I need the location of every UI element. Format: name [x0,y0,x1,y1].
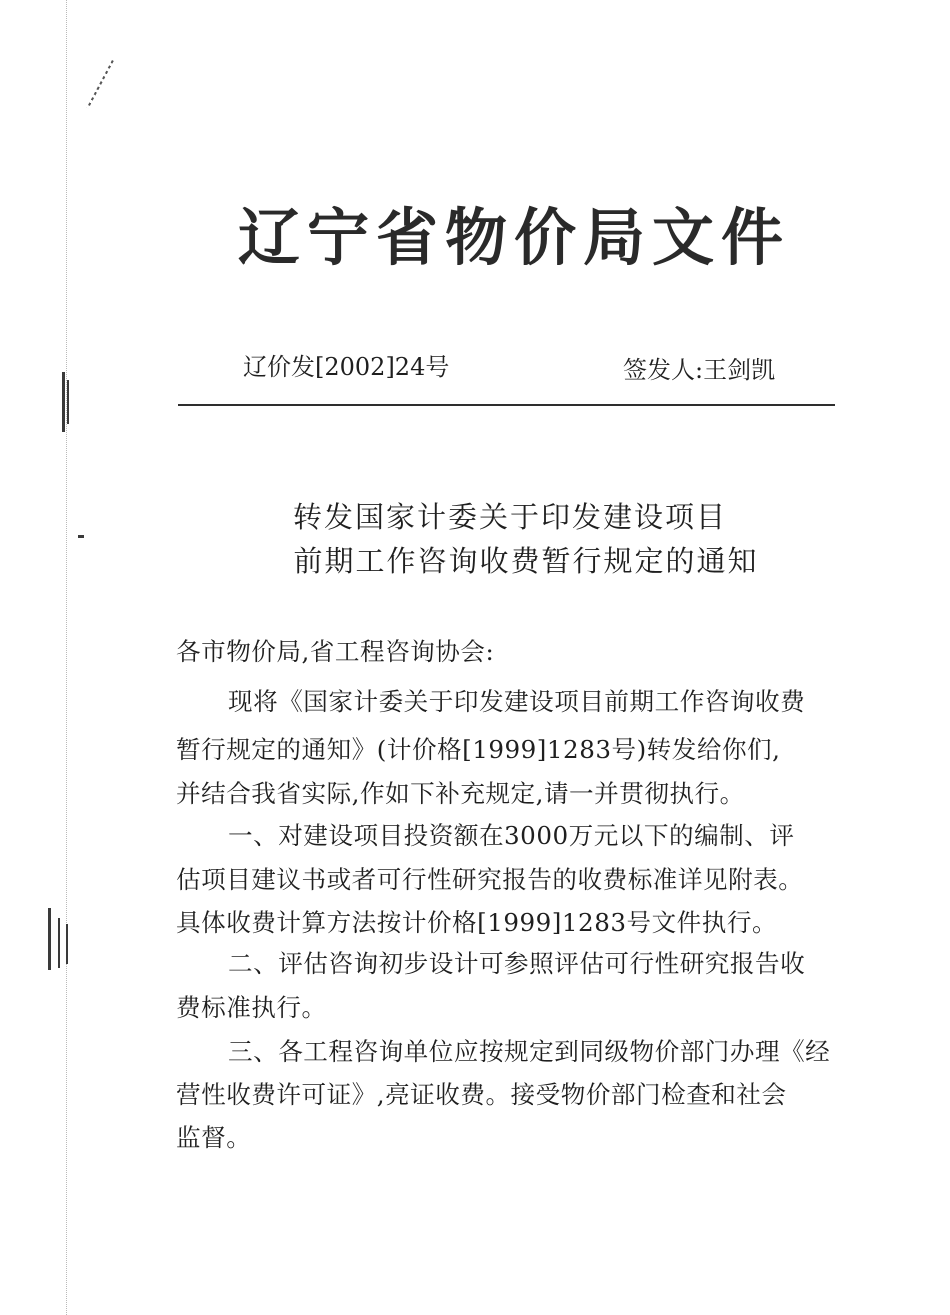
body-paragraph-line: 并结合我省实际,作如下补充规定,请一并贯彻执行。 [176,779,745,808]
body-paragraph-line: 具体收费计算方法按计价格[1999]1283号文件执行。 [176,908,778,937]
agency-letterhead-title: 辽宁省物价局文件 [238,201,791,274]
staple-mark [48,908,51,970]
header-divider [178,404,835,406]
body-paragraph-line: 监督。 [176,1123,252,1152]
body-paragraph-line: 费标准执行。 [176,993,327,1022]
body-paragraph-line: 估项目建议书或者可行性研究报告的收费标准详见附表。 [176,865,804,894]
body-paragraph-line: 暂行规定的通知》(计价格[1999]1283号)转发给你们, [176,735,781,764]
body-paragraph-line: 营性收费许可证》,亮证收费。接受物价部门检查和社会 [176,1080,787,1109]
notice-title-line: 前期工作咨询收费暂行规定的通知 [293,544,759,578]
salutation: 各市物价局,省工程咨询协会: [176,637,495,666]
body-paragraph-line: 一、对建设项目投资额在3000万元以下的编制、评 [228,821,795,850]
body-paragraph-line: 三、各工程咨询单位应按规定到同级物价部门办理《经 [228,1037,831,1066]
notice-title-line: 转发国家计委关于印发建设项目 [292,500,727,534]
body-paragraph-line: 二、评估咨询初步设计可参照评估可行性研究报告收 [228,949,806,978]
binding-edge-line [66,0,67,1315]
signer-line: 签发人:王剑凯 [623,356,776,384]
scan-speck [78,535,84,538]
staple-mark [62,372,65,432]
body-paragraph-line: 现将《国家计委关于印发建设项目前期工作咨询收费 [228,687,806,716]
staple-mark [67,380,69,424]
scan-scratch-mark [87,60,114,109]
document-number: 辽价发[2002]24号 [243,353,450,381]
staple-mark [66,924,68,964]
staple-mark [58,918,60,968]
